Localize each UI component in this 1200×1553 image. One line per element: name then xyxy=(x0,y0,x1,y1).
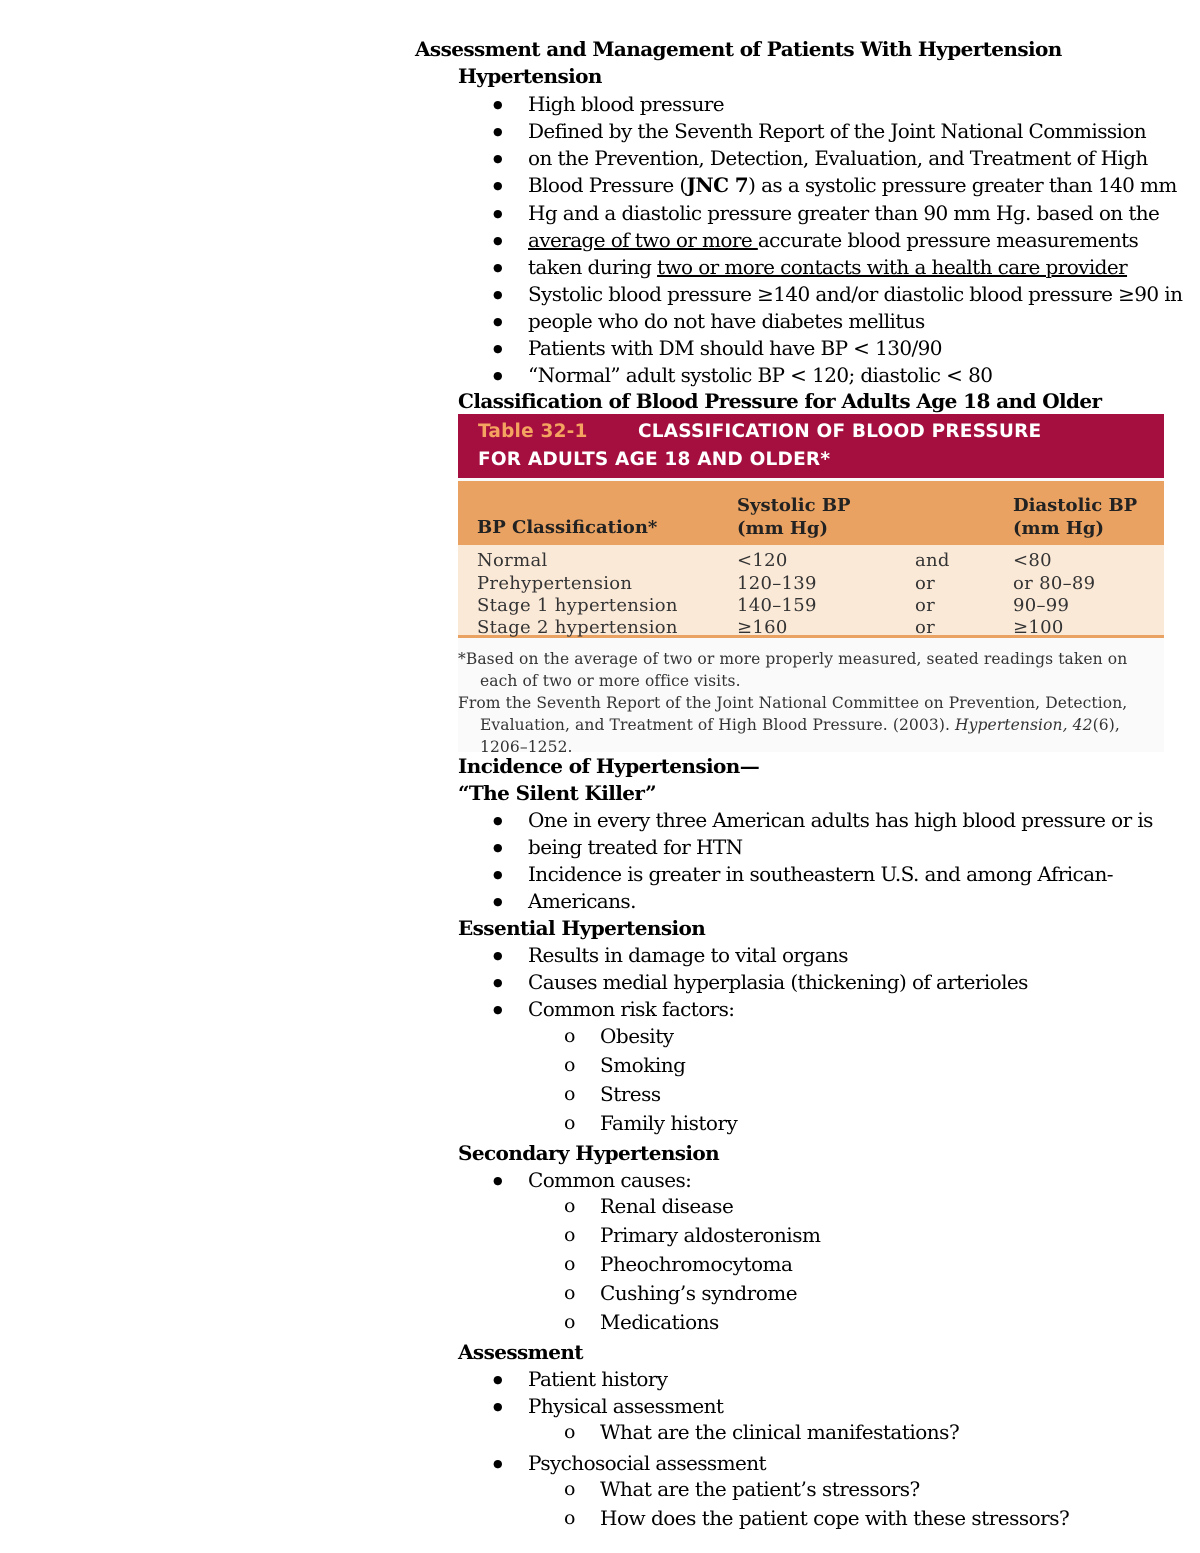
footnote-line: *Based on the average of two or more properly measured, seated readings taken on xyxy=(458,650,1128,668)
heading-assessment: Assessment xyxy=(458,1340,583,1364)
table-cell: or xyxy=(915,573,936,594)
table-cell: Stage 2 hypertension xyxy=(477,617,678,638)
sub-bullet-item: o Medications xyxy=(600,1308,719,1337)
table-cell: 120–139 xyxy=(737,573,817,594)
table-cell: <120 xyxy=(737,550,788,571)
footnote-text: (6), xyxy=(1092,716,1120,734)
sub-bullet-item: o What are the clinical manifestations? xyxy=(600,1418,959,1447)
bullet-item: ● High blood pressure xyxy=(528,91,724,118)
sub-bullet-item: o Renal disease xyxy=(600,1192,733,1221)
bullet-item: ● Common causes: xyxy=(528,1167,691,1194)
bullet-continuation xyxy=(528,888,636,915)
table-number: Table 32-1 xyxy=(478,421,588,442)
table-body xyxy=(458,545,1164,638)
bullet-item: ● Causes medial hyperplasia (thickening) of arterioles xyxy=(528,969,1028,996)
bullet-item: ● Patients with DM should have BP < 130/90 xyxy=(528,335,942,362)
sub-bullet-item: o Smoking xyxy=(600,1051,685,1080)
bullet-item: ● Physical assessment xyxy=(528,1393,723,1420)
bullet-item: ● “Normal” adult systolic BP < 120; diastolic < 80 xyxy=(528,362,992,389)
column-header: (mm Hg) xyxy=(1013,518,1104,539)
bullet-text: ) as a systolic pressure greater than 140 mm xyxy=(748,173,1177,197)
bullet-continuation xyxy=(528,227,1138,254)
table-cell: Normal xyxy=(477,550,548,571)
heading-essential-hypertension: Essential Hypertension xyxy=(458,916,706,940)
bullet-continuation xyxy=(528,254,1127,281)
bullet-continuation xyxy=(528,308,925,335)
table-cell: <80 xyxy=(1013,550,1052,571)
bold-term: JNC 7 xyxy=(686,173,749,197)
sub-bullet-item: o Obesity xyxy=(600,1022,674,1051)
bullet-item: ● One in every three American adults has high blood pressure or is xyxy=(528,807,1153,834)
table-cell: 90–99 xyxy=(1013,595,1070,616)
sub-bullet-item: o Pheochromocytoma xyxy=(600,1250,792,1279)
column-header: Systolic BP xyxy=(737,495,851,516)
table-cell: or xyxy=(915,617,936,638)
underlined-text: average of two or more xyxy=(528,228,758,252)
footnote-italic: Hypertension, 42 xyxy=(955,716,1093,734)
heading-hypertension: Hypertension xyxy=(458,64,602,88)
bullet-continuation xyxy=(528,172,1177,199)
sub-bullet-item: o Family history xyxy=(600,1109,737,1138)
bullet-item: ● Incidence is greater in southeastern U.S. and among African- xyxy=(528,861,1113,888)
table-footnotes xyxy=(458,648,1164,758)
bullet-text: being treated for HTN xyxy=(528,835,743,859)
footnote-line xyxy=(458,714,1164,736)
bullet-item: ● Systolic blood pressure ≥140 and/or diastolic blood pressure ≥90 in xyxy=(528,281,1182,308)
sub-bullet-item: o Stress xyxy=(600,1080,661,1109)
table-column-headers xyxy=(458,481,1164,545)
table-cell: ≥160 xyxy=(737,617,788,638)
bullet-continuation xyxy=(528,145,1148,172)
table-cell: or 80–89 xyxy=(1013,573,1096,594)
footnote-line: each of two or more office visits. xyxy=(480,672,741,690)
footnote-text: Evaluation, and Treatment of High Blood Pressure. (2003). xyxy=(480,716,956,734)
bullet-continuation xyxy=(528,834,743,861)
bullet-text: Hg and a diastolic pressure greater than 90 mm Hg. based on the xyxy=(528,201,1160,225)
heading-incidence: Incidence of Hypertension— xyxy=(458,754,760,778)
table-cell: and xyxy=(915,550,950,571)
bullet-text: Americans. xyxy=(528,889,636,913)
bullet-continuation xyxy=(528,200,1159,227)
bullet-text: accurate blood pressure measurements xyxy=(757,228,1139,252)
bullet-item: ● Results in damage to vital organs xyxy=(528,942,848,969)
table-title: FOR ADULTS AGE 18 AND OLDER* xyxy=(478,449,831,470)
bullet-text: taken during xyxy=(528,255,658,279)
table-title-bar xyxy=(458,414,1164,478)
column-header: Diastolic BP xyxy=(1013,495,1138,516)
bullet-item: ● Defined by the Seventh Report of the Joint National Commission xyxy=(528,118,1146,145)
heading-secondary-hypertension: Secondary Hypertension xyxy=(458,1141,720,1165)
table-title: CLASSIFICATION OF BLOOD PRESSURE xyxy=(638,421,1042,442)
sub-bullet-item: o Cushing’s syndrome xyxy=(600,1279,797,1308)
footnote-line: 1206–1252. xyxy=(480,738,573,756)
heading-classification: Classification of Blood Pressure for Adults Age 18 and Older xyxy=(458,389,1102,413)
document-title: Assessment and Management of Patients With Hypertension xyxy=(415,37,1062,61)
underlined-text: two or more contacts with a health care provider xyxy=(657,255,1128,279)
table-cell: Stage 1 hypertension xyxy=(477,595,678,616)
bullet-item: ● Psychosocial assessment xyxy=(528,1450,766,1477)
footnote-line: From the Seventh Report of the Joint National Committee on Prevention, Detection, xyxy=(458,694,1128,712)
bullet-text: people who do not have diabetes mellitus xyxy=(528,309,925,333)
bullet-item: ● Patient history xyxy=(528,1366,668,1393)
column-header: (mm Hg) xyxy=(737,518,828,539)
table-cell: 140–159 xyxy=(737,595,817,616)
bullet-item: ● Common risk factors: xyxy=(528,996,734,1023)
column-header: BP Classification* xyxy=(477,517,658,538)
bullet-text: on the Prevention, Detection, Evaluation, and Treatment of High xyxy=(528,146,1148,170)
sub-bullet-item: o What are the patient’s stressors? xyxy=(600,1475,920,1504)
table-cell: ≥100 xyxy=(1013,617,1064,638)
sub-bullet-item: o How does the patient cope with these stressors? xyxy=(600,1504,1069,1533)
table-cell: or xyxy=(915,595,936,616)
bullet-text: Blood Pressure ( xyxy=(528,173,687,197)
classification-table-image xyxy=(458,414,1164,756)
heading-incidence-subtitle: “The Silent Killer” xyxy=(458,781,656,805)
sub-bullet-item: o Primary aldosteronism xyxy=(600,1221,820,1250)
table-cell: Prehypertension xyxy=(477,573,633,594)
